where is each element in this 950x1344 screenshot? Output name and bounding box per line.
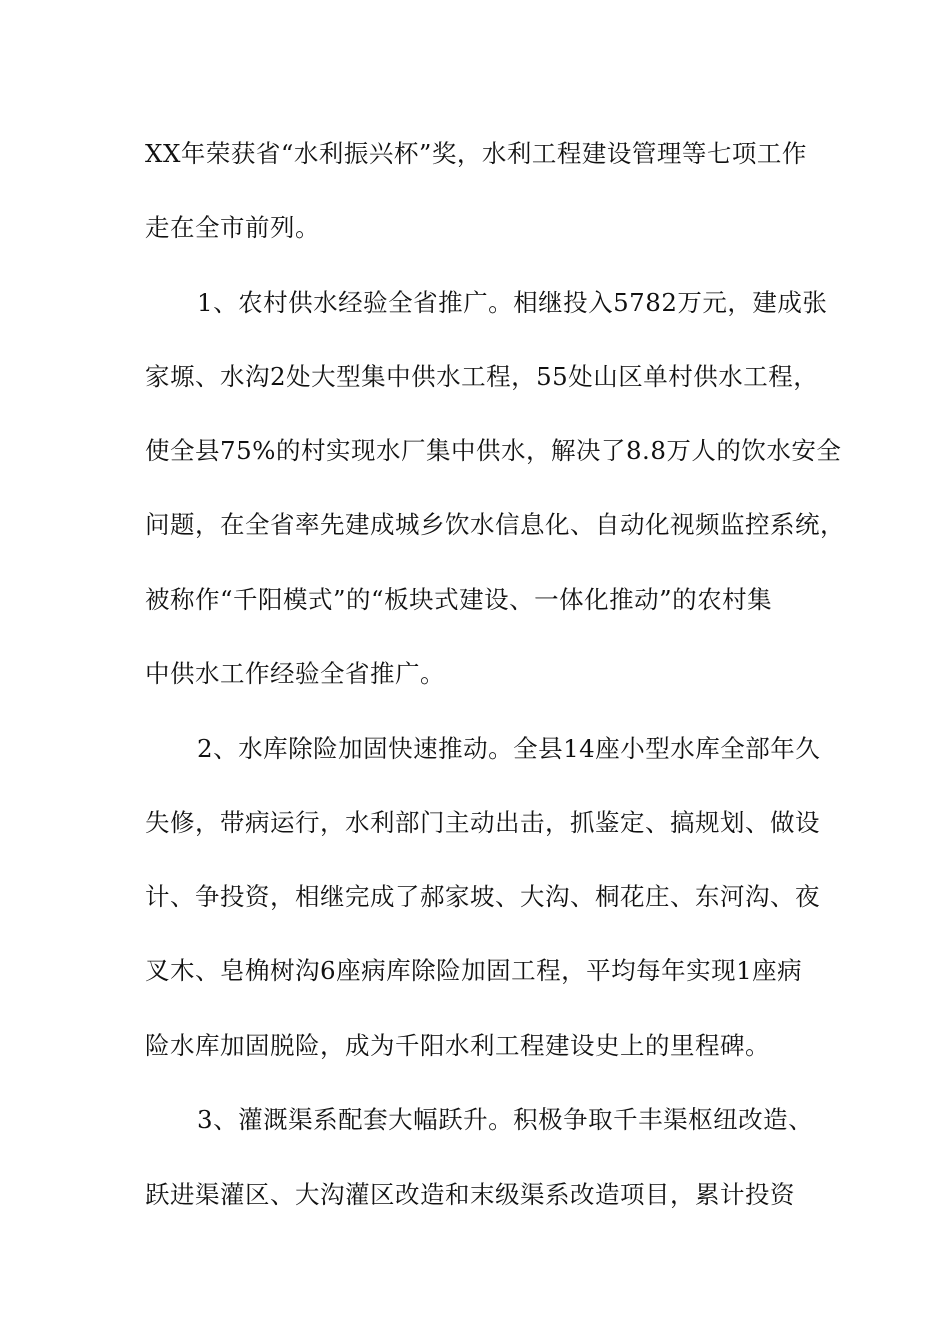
paragraph-3-start: 3、灌溉渠系配套大幅跃升。积极争取千丰渠枢纽改造、 [197, 1105, 814, 1134]
text-line: 跃进渠灌区、大沟灌区改造和末级渠系改造项目，累计投资 [145, 1180, 795, 1209]
text-line: 被称作“千阳模式”的“板块式建设、一体化推动”的农村集 [145, 585, 773, 614]
paragraph-2-start: 2、水库除险加固快速推动。全县14座小型水库全部年久 [197, 734, 821, 763]
text-line: 叉木、皂桷树沟6座病库除险加固工程，平均每年实现1座病 [145, 956, 803, 985]
text-line: 计、争投资，相继完成了郝家坡、大沟、桐花庄、东河沟、夜 [145, 882, 820, 911]
text-line: XX年荣获省“水利振兴杯”奖，水利工程建设管理等七项工作 [145, 139, 807, 168]
paragraph-1-start: 1、农村供水经验全省推广。相继投入5782万元，建成张 [197, 288, 828, 317]
text-line: 使全县75%的村实现水厂集中供水，解决了8.8万人的饮水安全 [145, 436, 842, 465]
text-line: 走在全市前列。 [145, 213, 320, 242]
text-line: 问题，在全省率先建成城乡饮水信息化、自动化视频监控系统， [145, 510, 845, 539]
text-line: 险水库加固脱险，成为千阳水利工程建设史上的里程碑。 [145, 1031, 770, 1060]
text-line: 失修，带病运行，水利部门主动出击，抓鉴定、搞规划、做设 [145, 808, 820, 837]
text-line: 中供水工作经验全省推广。 [145, 659, 445, 688]
text-line: 家塬、水沟2处大型集中供水工程，55处山区单村供水工程， [145, 362, 819, 391]
